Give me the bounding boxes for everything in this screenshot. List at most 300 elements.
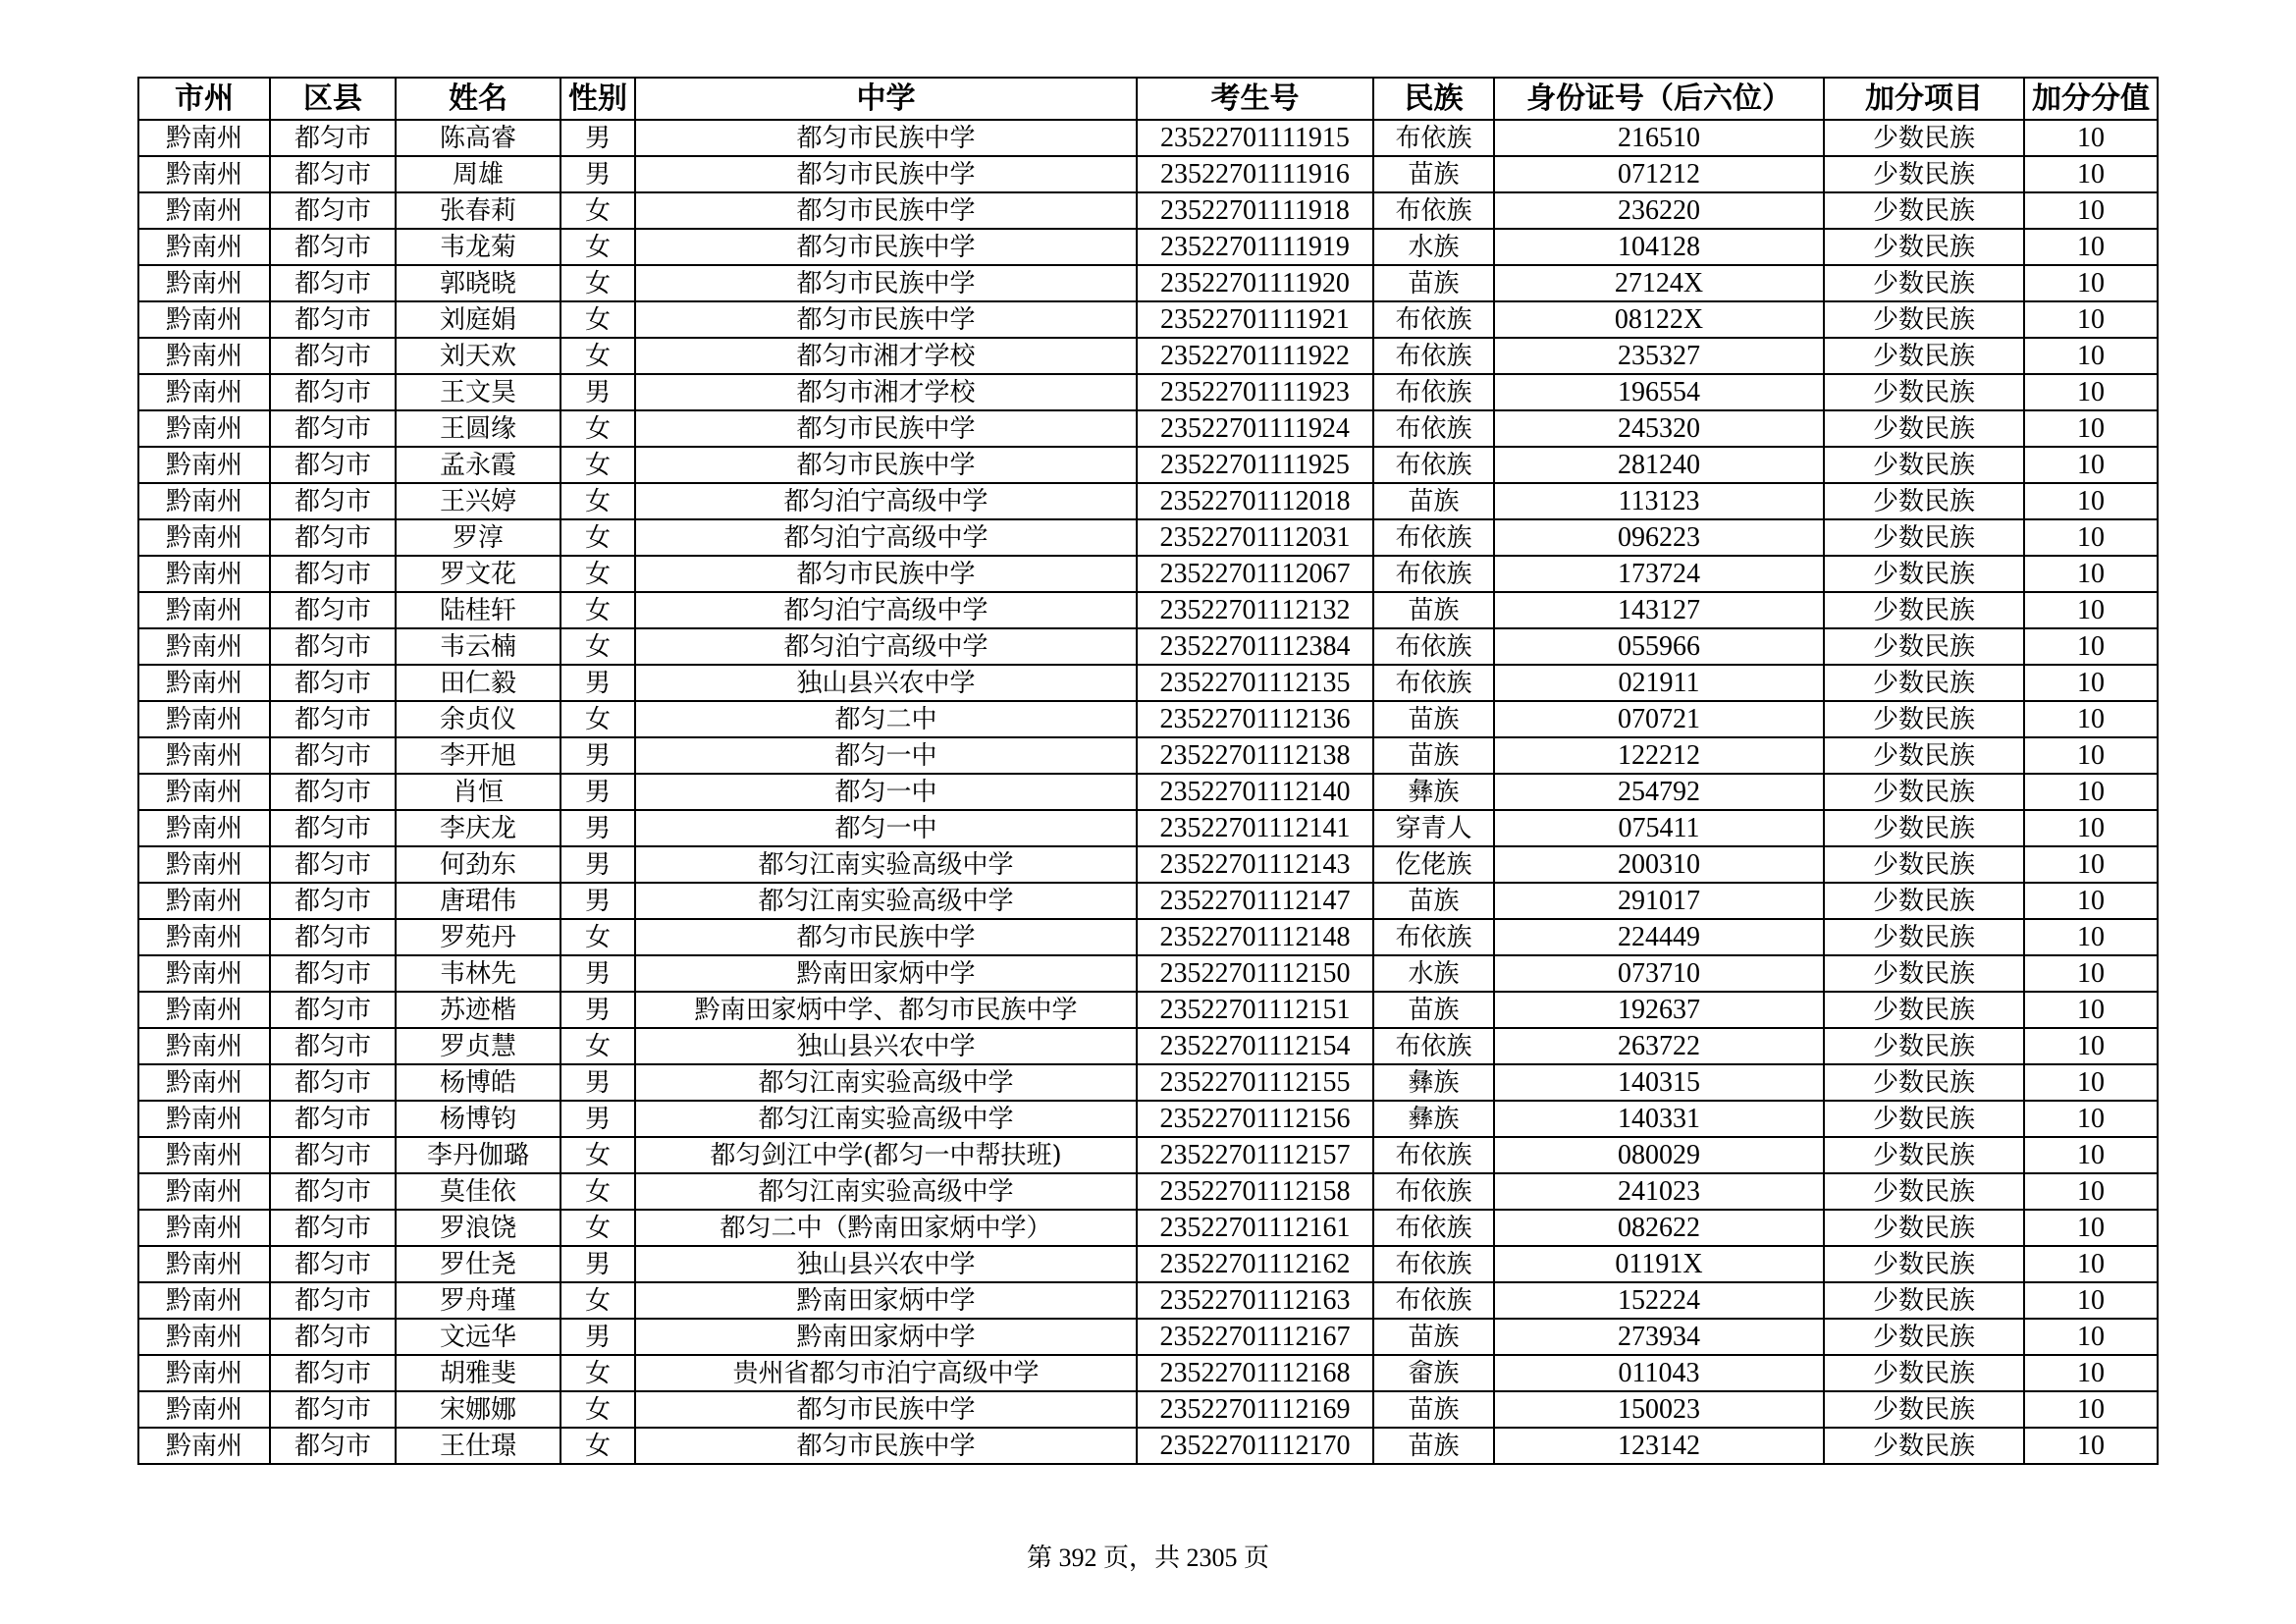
cell-city: 黔南州 [138, 592, 270, 628]
cell-name: 罗仕尧 [396, 1246, 561, 1282]
cell-gender: 男 [561, 1064, 635, 1101]
cell-gender: 男 [561, 810, 635, 846]
cell-name: 罗文花 [396, 556, 561, 592]
table-row [138, 955, 2158, 992]
table-row [138, 483, 2158, 519]
cell-city: 黔南州 [138, 883, 270, 919]
cell-ethnicity: 布依族 [1373, 374, 1494, 410]
cell-exam-number: 23522701111924 [1137, 410, 1373, 447]
cell-school: 黔南田家炳中学、都匀市民族中学 [635, 992, 1137, 1028]
column-header-school: 中学 [635, 78, 1137, 120]
cell-city: 黔南州 [138, 1210, 270, 1246]
cell-bonus-value: 10 [2024, 1173, 2158, 1210]
cell-city: 黔南州 [138, 665, 270, 701]
cell-gender: 女 [561, 919, 635, 955]
table-row [138, 156, 2158, 192]
cell-name: 余贞仪 [396, 701, 561, 737]
cell-id-suffix: 082622 [1494, 1210, 1824, 1246]
cell-name: 田仁毅 [396, 665, 561, 701]
table-row [138, 701, 2158, 737]
cell-exam-number: 23522701112169 [1137, 1391, 1373, 1428]
cell-bonus-item: 少数民族 [1824, 556, 2024, 592]
cell-id-suffix: 150023 [1494, 1391, 1824, 1428]
cell-ethnicity: 布依族 [1373, 556, 1494, 592]
cell-bonus-item: 少数民族 [1824, 628, 2024, 665]
cell-bonus-value: 10 [2024, 229, 2158, 265]
cell-name: 王兴婷 [396, 483, 561, 519]
cell-gender: 女 [561, 1028, 635, 1064]
cell-bonus-value: 10 [2024, 1391, 2158, 1428]
cell-id-suffix: 241023 [1494, 1173, 1824, 1210]
table-row [138, 1246, 2158, 1282]
cell-exam-number: 23522701111920 [1137, 265, 1373, 301]
table-row [138, 1282, 2158, 1319]
cell-exam-number: 23522701112154 [1137, 1028, 1373, 1064]
table-row [138, 919, 2158, 955]
cell-exam-number: 23522701112148 [1137, 919, 1373, 955]
cell-ethnicity: 布依族 [1373, 1137, 1494, 1173]
cell-name: 郭晓晓 [396, 265, 561, 301]
cell-id-suffix: 173724 [1494, 556, 1824, 592]
cell-id-suffix: 140315 [1494, 1064, 1824, 1101]
cell-exam-number: 23522701111925 [1137, 447, 1373, 483]
cell-bonus-value: 10 [2024, 156, 2158, 192]
cell-id-suffix: 192637 [1494, 992, 1824, 1028]
cell-county: 都匀市 [270, 1210, 396, 1246]
cell-bonus-item: 少数民族 [1824, 519, 2024, 556]
cell-ethnicity: 彝族 [1373, 1101, 1494, 1137]
cell-gender: 男 [561, 1101, 635, 1137]
cell-bonus-item: 少数民族 [1824, 1028, 2024, 1064]
cell-school: 都匀泊宁高级中学 [635, 628, 1137, 665]
cell-id-suffix: 254792 [1494, 774, 1824, 810]
cell-exam-number: 23522701112167 [1137, 1319, 1373, 1355]
cell-id-suffix: 01191X [1494, 1246, 1824, 1282]
cell-county: 都匀市 [270, 992, 396, 1028]
cell-name: 韦林先 [396, 955, 561, 992]
cell-county: 都匀市 [270, 774, 396, 810]
cell-county: 都匀市 [270, 1428, 396, 1464]
cell-city: 黔南州 [138, 120, 270, 156]
cell-name: 孟永霞 [396, 447, 561, 483]
table-row [138, 374, 2158, 410]
table-row [138, 1391, 2158, 1428]
cell-name: 苏迹楷 [396, 992, 561, 1028]
cell-exam-number: 23522701112141 [1137, 810, 1373, 846]
cell-county: 都匀市 [270, 628, 396, 665]
cell-id-suffix: 011043 [1494, 1355, 1824, 1391]
cell-ethnicity: 苗族 [1373, 265, 1494, 301]
cell-gender: 男 [561, 374, 635, 410]
cell-city: 黔南州 [138, 192, 270, 229]
cell-bonus-value: 10 [2024, 883, 2158, 919]
cell-bonus-value: 10 [2024, 1282, 2158, 1319]
column-header-exam-number: 考生号 [1137, 78, 1373, 120]
cell-school: 都匀市民族中学 [635, 301, 1137, 338]
cell-bonus-value: 10 [2024, 1064, 2158, 1101]
bonus-points-table [137, 77, 2159, 1465]
cell-ethnicity: 布依族 [1373, 120, 1494, 156]
cell-county: 都匀市 [270, 919, 396, 955]
cell-exam-number: 23522701111915 [1137, 120, 1373, 156]
cell-gender: 男 [561, 1319, 635, 1355]
cell-exam-number: 23522701112384 [1137, 628, 1373, 665]
cell-name: 罗舟瑾 [396, 1282, 561, 1319]
cell-name: 杨博皓 [396, 1064, 561, 1101]
table-row [138, 846, 2158, 883]
cell-school: 都匀泊宁高级中学 [635, 483, 1137, 519]
cell-id-suffix: 021911 [1494, 665, 1824, 701]
table-row [138, 737, 2158, 774]
cell-gender: 女 [561, 1137, 635, 1173]
cell-bonus-value: 10 [2024, 1210, 2158, 1246]
cell-name: 宋娜娜 [396, 1391, 561, 1428]
cell-id-suffix: 08122X [1494, 301, 1824, 338]
cell-id-suffix: 152224 [1494, 1282, 1824, 1319]
table-row [138, 665, 2158, 701]
cell-gender: 女 [561, 410, 635, 447]
cell-id-suffix: 200310 [1494, 846, 1824, 883]
table-row [138, 992, 2158, 1028]
cell-gender: 女 [561, 1428, 635, 1464]
table-row [138, 447, 2158, 483]
cell-gender: 男 [561, 737, 635, 774]
cell-id-suffix: 122212 [1494, 737, 1824, 774]
cell-bonus-value: 10 [2024, 955, 2158, 992]
table-row [138, 519, 2158, 556]
cell-bonus-item: 少数民族 [1824, 192, 2024, 229]
cell-county: 都匀市 [270, 1246, 396, 1282]
cell-gender: 女 [561, 483, 635, 519]
cell-school: 都匀一中 [635, 737, 1137, 774]
cell-ethnicity: 苗族 [1373, 1428, 1494, 1464]
cell-name: 何劲东 [396, 846, 561, 883]
cell-county: 都匀市 [270, 701, 396, 737]
cell-county: 都匀市 [270, 1028, 396, 1064]
cell-name: 唐珺伟 [396, 883, 561, 919]
cell-gender: 女 [561, 1210, 635, 1246]
cell-county: 都匀市 [270, 192, 396, 229]
cell-school: 都匀市民族中学 [635, 410, 1137, 447]
cell-city: 黔南州 [138, 301, 270, 338]
cell-bonus-item: 少数民族 [1824, 1391, 2024, 1428]
cell-ethnicity: 彝族 [1373, 1064, 1494, 1101]
cell-bonus-item: 少数民族 [1824, 1210, 2024, 1246]
cell-county: 都匀市 [270, 810, 396, 846]
cell-school: 都匀二中 [635, 701, 1137, 737]
cell-ethnicity: 苗族 [1373, 992, 1494, 1028]
cell-bonus-item: 少数民族 [1824, 992, 2024, 1028]
cell-exam-number: 23522701111918 [1137, 192, 1373, 229]
cell-exam-number: 23522701111916 [1137, 156, 1373, 192]
cell-id-suffix: 071212 [1494, 156, 1824, 192]
cell-school: 都匀市民族中学 [635, 447, 1137, 483]
cell-county: 都匀市 [270, 265, 396, 301]
cell-school: 都匀市民族中学 [635, 1391, 1137, 1428]
cell-gender: 女 [561, 1282, 635, 1319]
cell-name: 文远华 [396, 1319, 561, 1355]
cell-bonus-value: 10 [2024, 1428, 2158, 1464]
cell-school: 都匀泊宁高级中学 [635, 519, 1137, 556]
cell-city: 黔南州 [138, 737, 270, 774]
cell-city: 黔南州 [138, 1028, 270, 1064]
cell-ethnicity: 仡佬族 [1373, 846, 1494, 883]
cell-gender: 女 [561, 701, 635, 737]
cell-exam-number: 23522701112147 [1137, 883, 1373, 919]
cell-bonus-value: 10 [2024, 483, 2158, 519]
table-row [138, 410, 2158, 447]
cell-bonus-value: 10 [2024, 447, 2158, 483]
cell-county: 都匀市 [270, 592, 396, 628]
cell-bonus-item: 少数民族 [1824, 301, 2024, 338]
cell-city: 黔南州 [138, 628, 270, 665]
cell-school: 都匀二中（黔南田家炳中学） [635, 1210, 1137, 1246]
cell-bonus-value: 10 [2024, 846, 2158, 883]
cell-name: 李庆龙 [396, 810, 561, 846]
cell-name: 韦云楠 [396, 628, 561, 665]
cell-bonus-value: 10 [2024, 265, 2158, 301]
cell-gender: 女 [561, 1391, 635, 1428]
cell-name: 罗苑丹 [396, 919, 561, 955]
cell-bonus-value: 10 [2024, 919, 2158, 955]
cell-id-suffix: 073710 [1494, 955, 1824, 992]
cell-ethnicity: 布依族 [1373, 628, 1494, 665]
cell-county: 都匀市 [270, 410, 396, 447]
cell-ethnicity: 布依族 [1373, 519, 1494, 556]
cell-ethnicity: 彝族 [1373, 774, 1494, 810]
cell-city: 黔南州 [138, 1428, 270, 1464]
cell-bonus-item: 少数民族 [1824, 156, 2024, 192]
cell-bonus-item: 少数民族 [1824, 919, 2024, 955]
table-row [138, 265, 2158, 301]
cell-school: 独山县兴农中学 [635, 1028, 1137, 1064]
cell-name: 罗贞慧 [396, 1028, 561, 1064]
cell-exam-number: 23522701112163 [1137, 1282, 1373, 1319]
cell-name: 胡雅斐 [396, 1355, 561, 1391]
cell-bonus-value: 10 [2024, 701, 2158, 737]
cell-city: 黔南州 [138, 774, 270, 810]
table-row [138, 774, 2158, 810]
cell-gender: 男 [561, 120, 635, 156]
cell-ethnicity: 苗族 [1373, 701, 1494, 737]
table-row [138, 592, 2158, 628]
cell-bonus-item: 少数民族 [1824, 1173, 2024, 1210]
table-row [138, 1028, 2158, 1064]
cell-city: 黔南州 [138, 701, 270, 737]
cell-school: 都匀江南实验高级中学 [635, 1064, 1137, 1101]
cell-exam-number: 23522701111919 [1137, 229, 1373, 265]
cell-exam-number: 23522701112031 [1137, 519, 1373, 556]
cell-city: 黔南州 [138, 1246, 270, 1282]
cell-gender: 女 [561, 229, 635, 265]
table-row [138, 1064, 2158, 1101]
cell-school: 黔南田家炳中学 [635, 955, 1137, 992]
cell-exam-number: 23522701112162 [1137, 1246, 1373, 1282]
cell-exam-number: 23522701112067 [1137, 556, 1373, 592]
cell-name: 罗淳 [396, 519, 561, 556]
cell-ethnicity: 苗族 [1373, 1391, 1494, 1428]
cell-city: 黔南州 [138, 410, 270, 447]
cell-city: 黔南州 [138, 1391, 270, 1428]
cell-bonus-item: 少数民族 [1824, 846, 2024, 883]
cell-name: 杨博钧 [396, 1101, 561, 1137]
cell-county: 都匀市 [270, 955, 396, 992]
cell-county: 都匀市 [270, 301, 396, 338]
cell-bonus-item: 少数民族 [1824, 737, 2024, 774]
cell-bonus-value: 10 [2024, 737, 2158, 774]
cell-bonus-value: 10 [2024, 192, 2158, 229]
cell-gender: 女 [561, 1355, 635, 1391]
cell-bonus-item: 少数民族 [1824, 374, 2024, 410]
cell-bonus-item: 少数民族 [1824, 265, 2024, 301]
cell-bonus-item: 少数民族 [1824, 1101, 2024, 1137]
cell-city: 黔南州 [138, 919, 270, 955]
cell-bonus-item: 少数民族 [1824, 1428, 2024, 1464]
cell-school: 都匀江南实验高级中学 [635, 846, 1137, 883]
cell-gender: 男 [561, 883, 635, 919]
cell-name: 罗浪饶 [396, 1210, 561, 1246]
cell-exam-number: 23522701112161 [1137, 1210, 1373, 1246]
cell-bonus-value: 10 [2024, 1355, 2158, 1391]
cell-ethnicity: 布依族 [1373, 1246, 1494, 1282]
table-row [138, 1101, 2158, 1137]
cell-city: 黔南州 [138, 374, 270, 410]
table-row [138, 120, 2158, 156]
cell-bonus-value: 10 [2024, 1319, 2158, 1355]
column-header-ethnicity: 民族 [1373, 78, 1494, 120]
cell-id-suffix: 245320 [1494, 410, 1824, 447]
cell-city: 黔南州 [138, 955, 270, 992]
cell-county: 都匀市 [270, 1064, 396, 1101]
cell-city: 黔南州 [138, 1282, 270, 1319]
page-number: 第 392 页，共 2305 页 [1026, 1543, 1269, 1572]
cell-name: 李开旭 [396, 737, 561, 774]
cell-city: 黔南州 [138, 156, 270, 192]
cell-county: 都匀市 [270, 374, 396, 410]
cell-bonus-item: 少数民族 [1824, 1137, 2024, 1173]
cell-bonus-item: 少数民族 [1824, 1246, 2024, 1282]
cell-id-suffix: 123142 [1494, 1428, 1824, 1464]
cell-bonus-value: 10 [2024, 1137, 2158, 1173]
cell-county: 都匀市 [270, 883, 396, 919]
cell-exam-number: 23522701112018 [1137, 483, 1373, 519]
cell-bonus-value: 10 [2024, 774, 2158, 810]
table-row [138, 1319, 2158, 1355]
table-row [138, 229, 2158, 265]
cell-school: 都匀市民族中学 [635, 1428, 1137, 1464]
cell-bonus-item: 少数民族 [1824, 447, 2024, 483]
cell-city: 黔南州 [138, 1355, 270, 1391]
cell-exam-number: 23522701111921 [1137, 301, 1373, 338]
cell-bonus-item: 少数民族 [1824, 1064, 2024, 1101]
cell-ethnicity: 布依族 [1373, 1028, 1494, 1064]
column-header-id-suffix: 身份证号（后六位） [1494, 78, 1824, 120]
cell-school: 都匀市民族中学 [635, 156, 1137, 192]
cell-city: 黔南州 [138, 1101, 270, 1137]
cell-exam-number: 23522701112136 [1137, 701, 1373, 737]
cell-name: 王文昊 [396, 374, 561, 410]
cell-bonus-value: 10 [2024, 301, 2158, 338]
cell-ethnicity: 苗族 [1373, 156, 1494, 192]
cell-county: 都匀市 [270, 1391, 396, 1428]
cell-name: 周雄 [396, 156, 561, 192]
cell-city: 黔南州 [138, 1137, 270, 1173]
cell-id-suffix: 104128 [1494, 229, 1824, 265]
cell-bonus-item: 少数民族 [1824, 810, 2024, 846]
cell-county: 都匀市 [270, 1355, 396, 1391]
cell-school: 都匀一中 [635, 810, 1137, 846]
cell-bonus-item: 少数民族 [1824, 592, 2024, 628]
cell-bonus-value: 10 [2024, 592, 2158, 628]
cell-exam-number: 23522701112143 [1137, 846, 1373, 883]
cell-school: 都匀剑江中学(都匀一中帮扶班) [635, 1137, 1137, 1173]
cell-bonus-value: 10 [2024, 810, 2158, 846]
cell-gender: 女 [561, 1173, 635, 1210]
cell-name: 莫佳依 [396, 1173, 561, 1210]
cell-school: 独山县兴农中学 [635, 1246, 1137, 1282]
cell-id-suffix: 143127 [1494, 592, 1824, 628]
cell-bonus-value: 10 [2024, 519, 2158, 556]
cell-school: 都匀江南实验高级中学 [635, 883, 1137, 919]
column-header-bonus-value: 加分分值 [2024, 78, 2158, 120]
cell-id-suffix: 070721 [1494, 701, 1824, 737]
cell-name: 刘天欢 [396, 338, 561, 374]
cell-name: 肖恒 [396, 774, 561, 810]
cell-name: 张春莉 [396, 192, 561, 229]
cell-exam-number: 23522701112155 [1137, 1064, 1373, 1101]
cell-bonus-value: 10 [2024, 1246, 2158, 1282]
cell-county: 都匀市 [270, 846, 396, 883]
cell-id-suffix: 075411 [1494, 810, 1824, 846]
table-row [138, 1210, 2158, 1246]
cell-ethnicity: 水族 [1373, 955, 1494, 992]
cell-county: 都匀市 [270, 1173, 396, 1210]
cell-ethnicity: 水族 [1373, 229, 1494, 265]
table-row [138, 810, 2158, 846]
cell-county: 都匀市 [270, 447, 396, 483]
cell-id-suffix: 113123 [1494, 483, 1824, 519]
cell-name: 陈高睿 [396, 120, 561, 156]
cell-name: 王圆缘 [396, 410, 561, 447]
cell-city: 黔南州 [138, 1173, 270, 1210]
cell-ethnicity: 布依族 [1373, 301, 1494, 338]
cell-ethnicity: 畲族 [1373, 1355, 1494, 1391]
column-header-bonus-item: 加分项目 [1824, 78, 2024, 120]
cell-gender: 男 [561, 774, 635, 810]
cell-exam-number: 23522701112135 [1137, 665, 1373, 701]
cell-bonus-value: 10 [2024, 410, 2158, 447]
cell-id-suffix: 263722 [1494, 1028, 1824, 1064]
cell-county: 都匀市 [270, 120, 396, 156]
cell-bonus-item: 少数民族 [1824, 229, 2024, 265]
cell-county: 都匀市 [270, 737, 396, 774]
cell-id-suffix: 235327 [1494, 338, 1824, 374]
cell-school: 都匀市民族中学 [635, 192, 1137, 229]
cell-bonus-value: 10 [2024, 628, 2158, 665]
cell-gender: 女 [561, 519, 635, 556]
cell-city: 黔南州 [138, 519, 270, 556]
cell-bonus-item: 少数民族 [1824, 701, 2024, 737]
cell-bonus-item: 少数民族 [1824, 774, 2024, 810]
cell-bonus-item: 少数民族 [1824, 120, 2024, 156]
cell-city: 黔南州 [138, 338, 270, 374]
cell-school: 都匀市民族中学 [635, 556, 1137, 592]
cell-bonus-item: 少数民族 [1824, 883, 2024, 919]
cell-bonus-value: 10 [2024, 120, 2158, 156]
cell-bonus-value: 10 [2024, 1028, 2158, 1064]
cell-id-suffix: 224449 [1494, 919, 1824, 955]
cell-bonus-value: 10 [2024, 556, 2158, 592]
